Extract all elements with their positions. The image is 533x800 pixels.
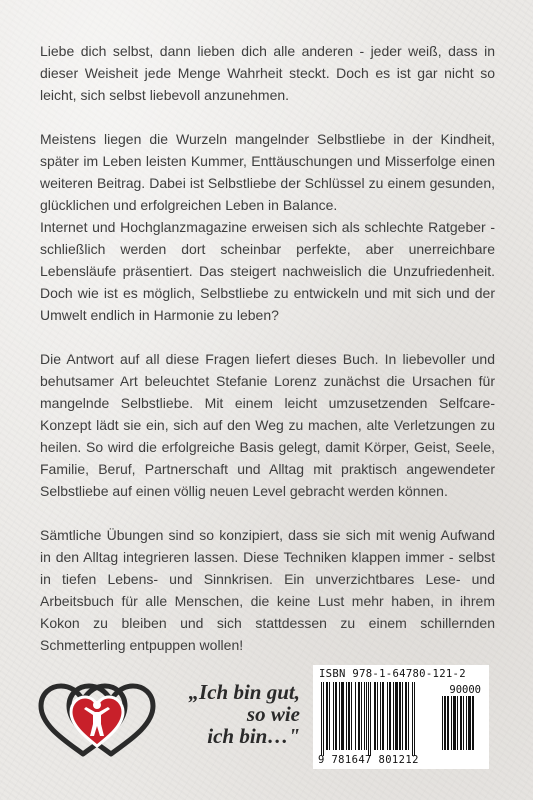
quote-line-3: ich bin…"	[207, 724, 300, 748]
ean-digits: 9 781647 801212	[318, 754, 419, 766]
isbn-label: ISBN 978-1-64780-121-2	[319, 668, 466, 680]
quote-line-2: so wie	[246, 702, 300, 726]
price-code: 90000	[449, 684, 481, 696]
blurb-paragraph-4: Die Antwort auf all diese Fragen liefert dieses Buch. In liebevoller und behutsamer Art beleuchtet Stefanie Lorenz zunächst die Ursachen für mangelnde Selbstliebe. Mit einem leicht umzusetzenden Selfcare-Konzept lädt sie ein, sich auf den Weg zu machen, alte Verletzungen zu heilen. So wird die erfolgreiche Basis gelegt, damit Körper, Geist, Seele, Familie, Beruf, Partnerschaft und Alltag mit praktisch angewendeter Selbstliebe auf einen völlig neuen Level gebracht werden können.	[40, 351, 495, 499]
blurb-paragraph-2: Meistens liegen die Wurzeln mangelnder Selbstliebe in der Kindheit, später im Leben leisten Kummer, Enttäuschungen und Misserfolge einen weiteren Beitrag. Dabei ist Selbstliebe der Schlüssel zu einem gesunden, glücklichen und erfolgreichen Leben in Balance.	[40, 131, 495, 213]
blurb-paragraph-1: Liebe dich selbst, dann lieben dich alle anderen - jeder weiß, dass in dieser Weisheit jede Menge Wahrheit steckt. Doch es ist gar nicht so leicht, sich selbst liebevoll anzunehmen.	[40, 43, 495, 103]
addon-barcode-bars	[442, 696, 482, 756]
double-heart-person-logo-icon	[37, 680, 157, 760]
ean-barcode-bars	[321, 682, 439, 756]
blurb-paragraph-5: Sämtliche Übungen sind so konzipiert, dass sie sich mit wenig Aufwand in den Alltag integrieren lassen. Diese Techniken klappen immer - selbst in tiefen Lebens- und Sinnkrisen. Ein unverzichtbares Lese- und Arbeitsbuch für alle Menschen, die keine Lust mehr haben, in ihrem Kokon zu bleiben und sich stattdessen zu einem schillernden Schmetterling entpuppen wollen!	[40, 527, 495, 653]
blurb-text	[40, 40, 495, 656]
blurb-paragraph-3: Internet und Hochglanzmagazine erweisen sich als schlechte Ratgeber - schließlich werden dort scheinbar perfekte, aber unerreichbare Lebensläufe präsentiert. Das steigert nachweislich die Unzufriedenheit. Doch wie ist es möglich, Selbstliebe zu entwickeln und mit sich und der Umwelt endlich in Harmonie zu leben?	[40, 219, 495, 323]
isbn-barcode	[313, 665, 489, 769]
quote-line-1: „Ich bin gut,	[188, 680, 300, 704]
cover-quote	[178, 681, 300, 747]
